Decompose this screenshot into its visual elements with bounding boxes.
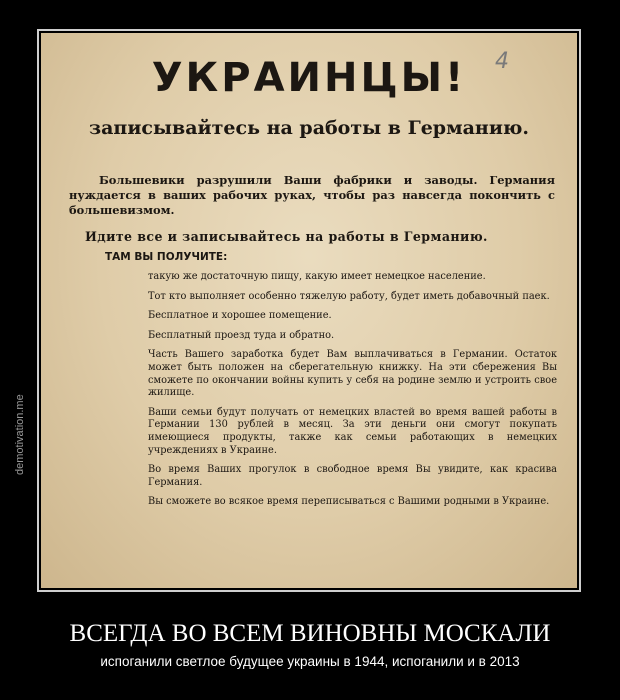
poster-frame — [37, 29, 581, 592]
poster-intro: Большевики разрушили Ваши фабрики и заводы. Германия нуждается в ваших рабочих руках, чтобы раз навсегда покончить с большевизмом. — [69, 173, 555, 217]
benefit-item: Бесплатное и хорошее помещение. — [148, 310, 332, 322]
benefit-item: такую же достаточную пищу, какую имеет немецкое население. — [148, 271, 486, 282]
benefit-item: Ваши семьи будут получать от немецких властей во время вашей работы в Германии 130 рублей в месяц. За эти деньги они смогут покупать имеющиеся продукты, также как семьи работающих в немецких учреждениях в Украине. — [148, 406, 557, 456]
benefit-item: Во время Ваших прогулок в свободное время Вы увидите, как красива Германия. — [148, 464, 557, 488]
benefit-item: Тот кто выполняет особенно тяжелую работу, будет иметь добавочный паек. — [148, 290, 550, 302]
poster-callout: Идите все и записывайтесь на работы в Германию. — [85, 229, 488, 244]
poster-benefits-list — [148, 271, 557, 516]
benefit-item: Часть Вашего заработка будет Вам выплачиваться в Германии. Остаток может быть положен на сберегательную книжку. На эти сбережения Вы сможете по окончании войны купить у себя на родине землю и устроить свое жилище. — [148, 349, 557, 399]
poster-title: УКРАИНЦЫ! — [151, 55, 467, 101]
watermark: demotivation.me — [14, 394, 26, 475]
benefit-item: Бесплатный проезд туда и обратно. — [148, 329, 335, 341]
poster-image — [41, 33, 577, 588]
caption-title: ВСЕГДА ВО ВСЕМ ВИНОВНЫ МОСКАЛИ — [69, 620, 551, 647]
poster-subtitle: записывайтесь на работы в Германию. — [88, 117, 530, 139]
section-heading: ТАМ ВЫ ПОЛУЧИТЕ: — [105, 251, 228, 263]
handwritten-mark: 4 — [495, 49, 509, 74]
caption-subtitle: испоганили светлое будущее украины в 1944, испоганили и в 2013 — [100, 654, 520, 669]
benefit-item: Вы сможете во всякое время переписываться с Вашими родными в Украине. — [148, 496, 550, 508]
